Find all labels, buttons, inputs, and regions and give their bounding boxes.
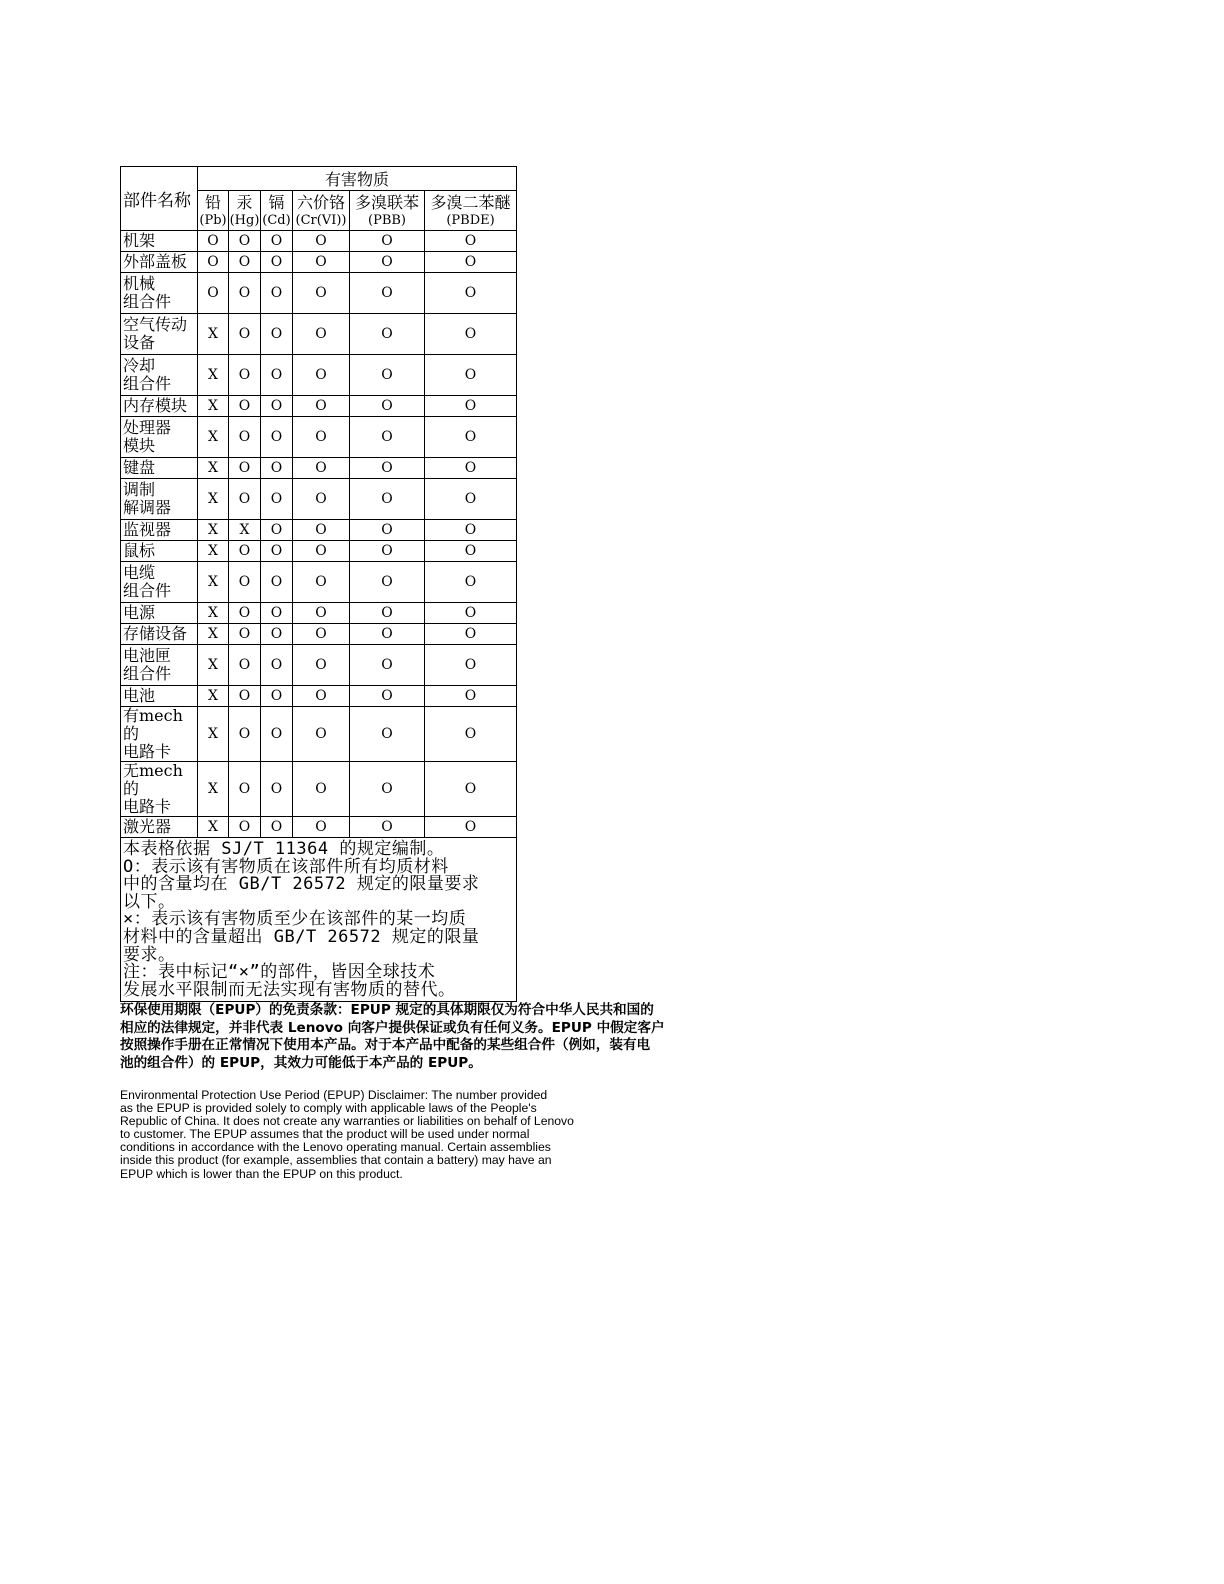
substance-value-cell: O <box>229 355 261 396</box>
substance-symbol: (Cd) <box>262 212 291 228</box>
substance-value-cell: O <box>198 273 229 314</box>
substance-value-cell: X <box>229 520 261 541</box>
substance-value-cell: O <box>261 686 293 707</box>
substance-value-cell: O <box>293 541 350 562</box>
part-name-cell: 机架 <box>121 231 198 252</box>
part-name-cell: 内存模块 <box>121 396 198 417</box>
substance-name: 镉 <box>268 192 285 212</box>
substance-value-cell: O <box>425 707 517 762</box>
substance-value-cell: O <box>261 479 293 520</box>
substance-value-cell: O <box>293 273 350 314</box>
part-name-cell: 机械 组合件 <box>121 273 198 314</box>
substance-value-cell: O <box>425 314 517 355</box>
substance-value-cell: O <box>293 603 350 624</box>
substance-value-cell: O <box>350 562 425 603</box>
substance-value-cell: X <box>198 314 229 355</box>
substance-value-cell: O <box>261 355 293 396</box>
part-name-cell: 激光器 <box>121 817 198 838</box>
substance-value-cell: O <box>261 273 293 314</box>
substance-value-cell: O <box>293 417 350 458</box>
substance-value-cell: X <box>198 479 229 520</box>
substance-value-cell: X <box>198 603 229 624</box>
hazardous-substances-table <box>120 166 517 1002</box>
substance-value-cell: O <box>425 541 517 562</box>
substance-value-cell: O <box>198 252 229 273</box>
substance-value-cell: O <box>425 817 517 838</box>
substance-value-cell: X <box>198 817 229 838</box>
table-row <box>121 707 517 762</box>
substance-value-cell: O <box>261 603 293 624</box>
substance-value-cell: O <box>293 355 350 396</box>
part-name-cell: 电源 <box>121 603 198 624</box>
substance-value-cell: O <box>425 520 517 541</box>
substance-value-cell: O <box>350 817 425 838</box>
substance-header <box>293 191 350 231</box>
substance-value-cell: X <box>198 396 229 417</box>
substance-value-cell: O <box>261 707 293 762</box>
substance-symbol: (Pb) <box>199 212 227 228</box>
substance-value-cell: O <box>293 645 350 686</box>
substance-value-cell: O <box>350 396 425 417</box>
part-name-cell: 无mech的 电路卡 <box>121 762 198 817</box>
table-body <box>121 231 517 838</box>
table-row <box>121 686 517 707</box>
substance-value-cell: O <box>350 645 425 686</box>
substance-value-cell: O <box>425 762 517 817</box>
substance-value-cell: O <box>293 458 350 479</box>
substance-value-cell: X <box>198 520 229 541</box>
substance-value-cell: X <box>198 762 229 817</box>
substance-value-cell: O <box>425 252 517 273</box>
substance-value-cell: O <box>261 252 293 273</box>
part-name-cell: 电池 <box>121 686 198 707</box>
table-row <box>121 252 517 273</box>
substance-value-cell: O <box>425 479 517 520</box>
substance-value-cell: O <box>350 252 425 273</box>
table-row <box>121 479 517 520</box>
substance-symbol: (Cr(VI)) <box>295 212 347 228</box>
substance-value-cell: O <box>293 396 350 417</box>
substance-value-cell: O <box>350 686 425 707</box>
substance-value-cell: O <box>198 231 229 252</box>
substance-value-cell: O <box>350 603 425 624</box>
substance-value-cell: O <box>425 645 517 686</box>
substance-value-cell: O <box>425 396 517 417</box>
table-row <box>121 458 517 479</box>
part-name-cell: 空气传动 设备 <box>121 314 198 355</box>
table-row <box>121 645 517 686</box>
substance-value-cell: O <box>229 707 261 762</box>
table-row <box>121 541 517 562</box>
substance-header <box>350 191 425 231</box>
substance-value-cell: X <box>198 707 229 762</box>
part-name-cell: 存储设备 <box>121 624 198 645</box>
table-row <box>121 817 517 838</box>
substance-value-cell: O <box>229 231 261 252</box>
table-row <box>121 624 517 645</box>
part-name-cell: 电缆 组合件 <box>121 562 198 603</box>
substance-value-cell: O <box>425 355 517 396</box>
substance-value-cell: O <box>350 762 425 817</box>
substance-value-cell: O <box>293 624 350 645</box>
substance-value-cell: X <box>198 417 229 458</box>
substance-value-cell: O <box>229 396 261 417</box>
substance-value-cell: O <box>229 458 261 479</box>
table-row <box>121 355 517 396</box>
substance-value-cell: O <box>229 314 261 355</box>
substance-value-cell: O <box>350 355 425 396</box>
substance-value-cell: X <box>198 624 229 645</box>
part-name-header: 部件名称 <box>121 167 198 231</box>
substance-name: 多溴二苯醚 <box>430 192 511 212</box>
substances-header: 有害物质 <box>198 167 517 191</box>
substance-value-cell: O <box>350 458 425 479</box>
substance-value-cell: O <box>229 762 261 817</box>
substance-value-cell: X <box>198 686 229 707</box>
substance-name: 铅 <box>204 192 221 212</box>
table-row <box>121 603 517 624</box>
substance-value-cell: O <box>350 231 425 252</box>
substance-value-cell: O <box>293 707 350 762</box>
substance-value-cell: O <box>425 273 517 314</box>
substance-value-cell: X <box>198 458 229 479</box>
table-row <box>121 417 517 458</box>
substance-value-cell: X <box>198 355 229 396</box>
substance-value-cell: O <box>261 645 293 686</box>
part-name-cell: 鼠标 <box>121 541 198 562</box>
substance-value-cell: O <box>229 252 261 273</box>
substance-value-cell: O <box>350 624 425 645</box>
table-row <box>121 273 517 314</box>
substance-value-cell: O <box>261 417 293 458</box>
part-name-cell: 调制 解调器 <box>121 479 198 520</box>
substance-value-cell: O <box>293 562 350 603</box>
substance-value-cell: O <box>261 562 293 603</box>
substance-value-cell: O <box>350 479 425 520</box>
substance-name: 多溴联苯 <box>354 192 419 212</box>
substance-value-cell: O <box>261 396 293 417</box>
substance-value-cell: X <box>198 541 229 562</box>
table-row <box>121 520 517 541</box>
substance-symbol: (PBDE) <box>446 212 495 228</box>
substance-value-cell: O <box>229 273 261 314</box>
substance-value-cell: O <box>229 624 261 645</box>
substance-header <box>198 191 229 231</box>
substance-value-cell: O <box>293 686 350 707</box>
part-name-cell: 外部盖板 <box>121 252 198 273</box>
substance-symbol: (PBB) <box>368 212 406 228</box>
substance-value-cell: O <box>425 686 517 707</box>
disclaimer-english: Environmental Protection Use Period (EPUP) Disclaimer: The number provided as the EPUP is provided solely to comply with applicable laws of the People's Republic of China. It does not create any warranties or liabilities on behalf of Lenovo to customer. The EPUP assumes that the product will be used under normal conditions in accordance with the Lenovo operating manual. Certain assemblies inside this product (for example, assemblies that contain a battery) may have an EPUP which is lower than the EPUP on this product. <box>120 1088 574 1181</box>
table-row <box>121 562 517 603</box>
substance-value-cell: O <box>229 541 261 562</box>
substance-value-cell: O <box>425 458 517 479</box>
substance-value-cell: O <box>261 541 293 562</box>
substance-value-cell: O <box>293 817 350 838</box>
substance-value-cell: O <box>350 520 425 541</box>
substance-value-cell: O <box>425 624 517 645</box>
substance-value-cell: O <box>229 645 261 686</box>
table-row <box>121 762 517 817</box>
substance-value-cell: O <box>293 231 350 252</box>
substance-value-cell: O <box>350 417 425 458</box>
substance-value-cell: O <box>261 624 293 645</box>
substance-header <box>261 191 293 231</box>
table-row <box>121 314 517 355</box>
substance-value-cell: O <box>293 314 350 355</box>
disclaimer-chinese: 环保使用期限（EPUP）的免责条款：EPUP 规定的具体期限仅为符合中华人民共和国的 相应的法律规定，并非代表 Lenovo 向客户提供保证或负有任何义务。EPUP 中假定客户 按照操作手册在正常情况下使用本产品。对于本产品中配备的某些组合件（例如，装有电 池的组合件）的 EPUP，其效力可能低于本产品的 EPUP。 <box>120 1002 665 1071</box>
substance-value-cell: O <box>261 817 293 838</box>
substance-value-cell: X <box>198 645 229 686</box>
table-notes: 本表格依据 SJ/T 11364 的规定编制。 O：表示该有害物质在该部件所有均质材料 中的含量均在 GB/T 26572 规定的限量要求 以下。 ×：表示该有害物质至少在该部件的某一均质 材料中的含量超出 GB/T 26572 规定的限量 要求。 注：表中标记“×”的部件，皆因全球技术 发展水平限制而无法实现有害物质的替代。 <box>121 838 517 1002</box>
substance-name: 汞 <box>236 192 253 212</box>
part-name-cell: 处理器 模块 <box>121 417 198 458</box>
part-name-cell: 键盘 <box>121 458 198 479</box>
substance-value-cell: X <box>198 562 229 603</box>
substance-value-cell: O <box>293 762 350 817</box>
substance-value-cell: O <box>229 417 261 458</box>
substance-value-cell: O <box>229 817 261 838</box>
substance-value-cell: O <box>293 520 350 541</box>
substance-value-cell: O <box>425 417 517 458</box>
table-row <box>121 396 517 417</box>
substance-value-cell: O <box>261 314 293 355</box>
substance-value-cell: O <box>425 231 517 252</box>
substance-value-cell: O <box>425 603 517 624</box>
substance-value-cell: O <box>350 314 425 355</box>
part-name-cell: 有mech的 电路卡 <box>121 707 198 762</box>
substance-value-cell: O <box>293 252 350 273</box>
substance-value-cell: O <box>350 707 425 762</box>
substance-value-cell: O <box>350 273 425 314</box>
substance-value-cell: O <box>261 520 293 541</box>
part-name-cell: 冷却 组合件 <box>121 355 198 396</box>
substance-value-cell: O <box>293 479 350 520</box>
substance-value-cell: O <box>261 458 293 479</box>
substance-value-cell: O <box>261 762 293 817</box>
substance-value-cell: O <box>229 479 261 520</box>
substance-value-cell: O <box>229 603 261 624</box>
substance-header <box>229 191 261 231</box>
substance-value-cell: O <box>425 562 517 603</box>
substance-symbol: (Hg) <box>229 212 260 228</box>
substance-value-cell: O <box>350 541 425 562</box>
substance-value-cell: O <box>261 231 293 252</box>
substance-header <box>425 191 517 231</box>
table-row <box>121 231 517 252</box>
substance-name: 六价铬 <box>296 192 345 212</box>
substance-value-cell: O <box>229 562 261 603</box>
part-name-cell: 监视器 <box>121 520 198 541</box>
substance-value-cell: O <box>229 686 261 707</box>
part-name-cell: 电池匣 组合件 <box>121 645 198 686</box>
